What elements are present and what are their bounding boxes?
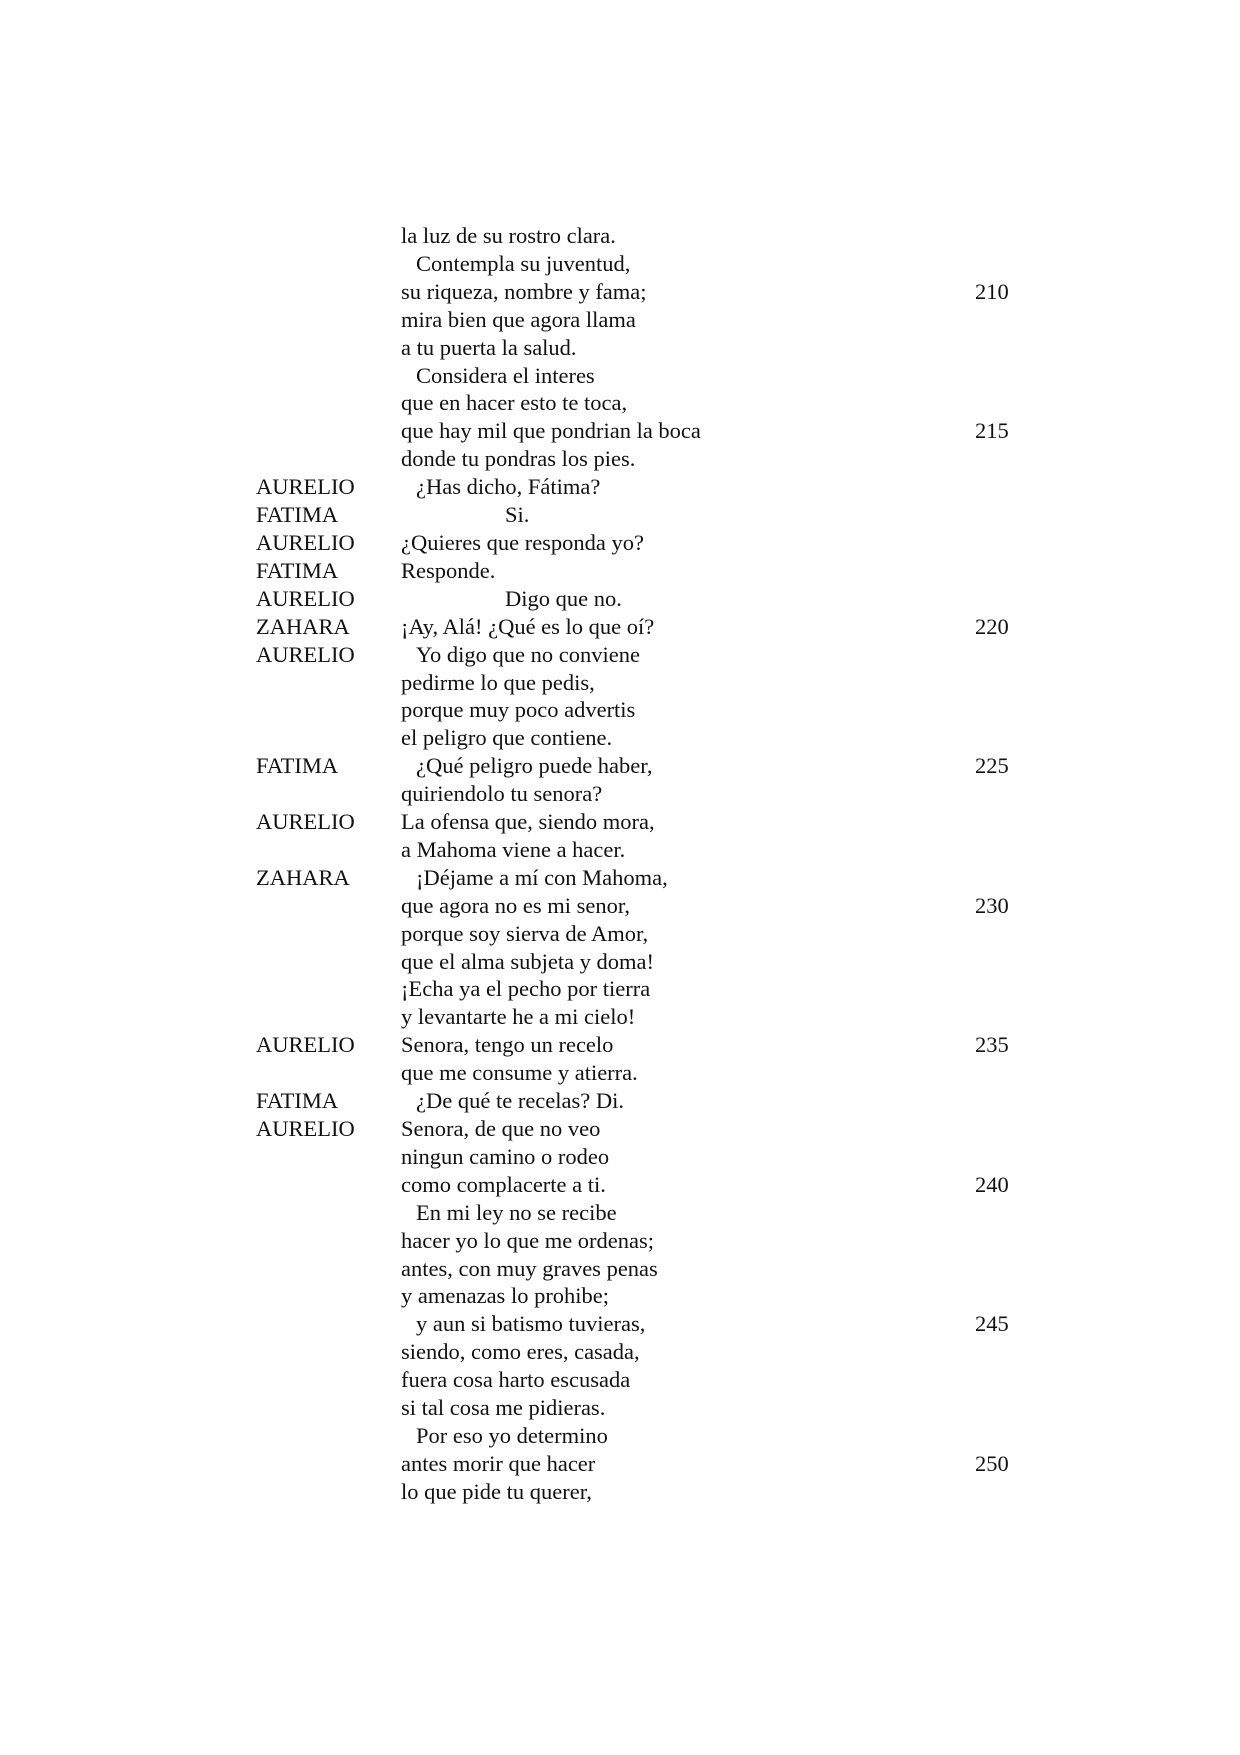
verse-line: [0, 1227, 1240, 1255]
verse-line: [0, 724, 1240, 752]
verse-line: [0, 1171, 1240, 1199]
verse-text: que hay mil que pondrian la boca: [401, 418, 701, 444]
verse-text: Digo que no.: [505, 585, 622, 611]
verse-line: [0, 529, 1240, 557]
verse-text: el peligro que contiene.: [401, 725, 613, 751]
speaker-name: ZAHARA: [256, 864, 350, 890]
verse-line: [0, 389, 1240, 417]
verse-line: [0, 1003, 1240, 1031]
verse-text: que en hacer esto te toca,: [401, 390, 628, 416]
verse-text: Si.: [505, 502, 530, 528]
verse-line: [0, 417, 1240, 445]
verse-block: [0, 222, 1240, 1506]
verse-text: que me consume y atierra.: [401, 1060, 638, 1086]
verse-line: [0, 641, 1240, 669]
verse-text: ¡Echa ya el pecho por tierra: [401, 976, 651, 1002]
verse-line: [0, 1115, 1240, 1143]
verse-text: si tal cosa me pidieras.: [401, 1395, 606, 1421]
verse-text: antes, con muy graves penas: [401, 1255, 658, 1281]
speaker-name: AURELIO: [256, 1032, 355, 1058]
verse-line: [0, 585, 1240, 613]
verse-line: [0, 222, 1240, 250]
verse-text: ¡Déjame a mí con Mahoma,: [416, 864, 668, 890]
verse-line: [0, 1282, 1240, 1310]
line-number: 220: [975, 613, 1009, 639]
verse-text: donde tu pondras los pies.: [401, 446, 636, 472]
verse-line: [0, 1059, 1240, 1087]
verse-line: [0, 780, 1240, 808]
speaker-name: FATIMA: [256, 753, 339, 779]
verse-line: [0, 278, 1240, 306]
verse-text: pedirme lo que pedis,: [401, 669, 595, 695]
verse-text: a tu puerta la salud.: [401, 334, 577, 360]
speaker-name: AURELIO: [256, 809, 355, 835]
verse-text: y aun si batismo tuvieras,: [416, 1311, 646, 1337]
verse-line: [0, 1478, 1240, 1506]
verse-line: [0, 920, 1240, 948]
verse-line: [0, 669, 1240, 697]
verse-text: ¿Quieres que responda yo?: [401, 529, 645, 555]
verse-text: como complacerte a ti.: [401, 1171, 606, 1197]
verse-text: ¿De qué te recelas? Di.: [416, 1088, 625, 1114]
verse-text: mira bien que agora llama: [401, 306, 636, 332]
line-number: 235: [975, 1032, 1009, 1058]
verse-text: Por eso yo determino: [416, 1422, 608, 1448]
speaker-name: FATIMA: [256, 557, 339, 583]
speaker-name: ZAHARA: [256, 613, 350, 639]
verse-text: fuera cosa harto escusada: [401, 1367, 631, 1393]
verse-line: [0, 892, 1240, 920]
verse-line: [0, 808, 1240, 836]
verse-text: y levantarte he a mi cielo!: [401, 1004, 636, 1030]
verse-line: [0, 334, 1240, 362]
verse-line: [0, 696, 1240, 724]
verse-line: [0, 473, 1240, 501]
verse-line: [0, 1031, 1240, 1059]
line-number: 225: [975, 753, 1009, 779]
verse-text: Considera el interes: [416, 362, 595, 388]
line-number: 250: [975, 1450, 1009, 1476]
line-number: 230: [975, 892, 1009, 918]
verse-text: que agora no es mi senor,: [401, 892, 631, 918]
line-number: 215: [975, 418, 1009, 444]
verse-line: [0, 1255, 1240, 1283]
verse-text: Yo digo que no conviene: [416, 641, 640, 667]
verse-text: porque soy sierva de Amor,: [401, 920, 649, 946]
verse-line: [0, 864, 1240, 892]
verse-text: porque muy poco advertis: [401, 697, 636, 723]
verse-text: ¡Ay, Alá! ¿Qué es lo que oí?: [401, 613, 655, 639]
verse-line: [0, 362, 1240, 390]
verse-line: [0, 836, 1240, 864]
speaker-name: FATIMA: [256, 502, 339, 528]
line-number: 210: [975, 278, 1009, 304]
verse-line: [0, 1366, 1240, 1394]
verse-text: antes morir que hacer: [401, 1450, 596, 1476]
verse-line: [0, 948, 1240, 976]
verse-line: [0, 752, 1240, 780]
verse-line: [0, 445, 1240, 473]
verse-text: hacer yo lo que me ordenas;: [401, 1227, 655, 1253]
verse-text: su riqueza, nombre y fama;: [401, 278, 647, 304]
verse-text: siendo, como eres, casada,: [401, 1339, 640, 1365]
verse-line: [0, 613, 1240, 641]
line-number: 245: [975, 1311, 1009, 1337]
verse-text: y amenazas lo prohibe;: [401, 1283, 610, 1309]
verse-line: [0, 250, 1240, 278]
verse-line: [0, 1143, 1240, 1171]
speaker-name: FATIMA: [256, 1088, 339, 1114]
verse-text: ningun camino o rodeo: [401, 1143, 610, 1169]
speaker-name: AURELIO: [256, 585, 355, 611]
verse-line: [0, 1394, 1240, 1422]
speaker-name: AURELIO: [256, 641, 355, 667]
verse-line: [0, 1338, 1240, 1366]
verse-line: [0, 557, 1240, 585]
verse-line: [0, 1087, 1240, 1115]
speaker-name: AURELIO: [256, 474, 355, 500]
verse-text: Senora, de que no veo: [401, 1116, 601, 1141]
verse-text: Responde.: [401, 557, 496, 583]
verse-text: En mi ley no se recibe: [416, 1199, 617, 1225]
speaker-name: AURELIO: [256, 1116, 355, 1141]
verse-line: [0, 306, 1240, 334]
verse-text: lo que pide tu querer,: [401, 1478, 592, 1504]
line-number: 240: [975, 1171, 1009, 1197]
verse-line: [0, 975, 1240, 1003]
verse-text: Senora, tengo un recelo: [401, 1032, 614, 1058]
verse-text: la luz de su rostro clara.: [401, 223, 616, 248]
verse-line: [0, 1199, 1240, 1227]
verse-text: a Mahoma viene a hacer.: [401, 836, 626, 862]
verse-text: ¿Qué peligro puede haber,: [416, 753, 653, 779]
speaker-name: AURELIO: [256, 529, 355, 555]
verse-text: Contempla su juventud,: [416, 250, 631, 276]
verse-line: [0, 1310, 1240, 1338]
verse-line: [0, 1422, 1240, 1450]
verse-text: La ofensa que, siendo mora,: [401, 809, 655, 835]
verse-line: [0, 1450, 1240, 1478]
verse-text: quiriendolo tu senora?: [401, 781, 603, 807]
verse-line: [0, 501, 1240, 529]
verse-text: que el alma subjeta y doma!: [401, 948, 655, 974]
verse-text: ¿Has dicho, Fátima?: [416, 474, 601, 500]
